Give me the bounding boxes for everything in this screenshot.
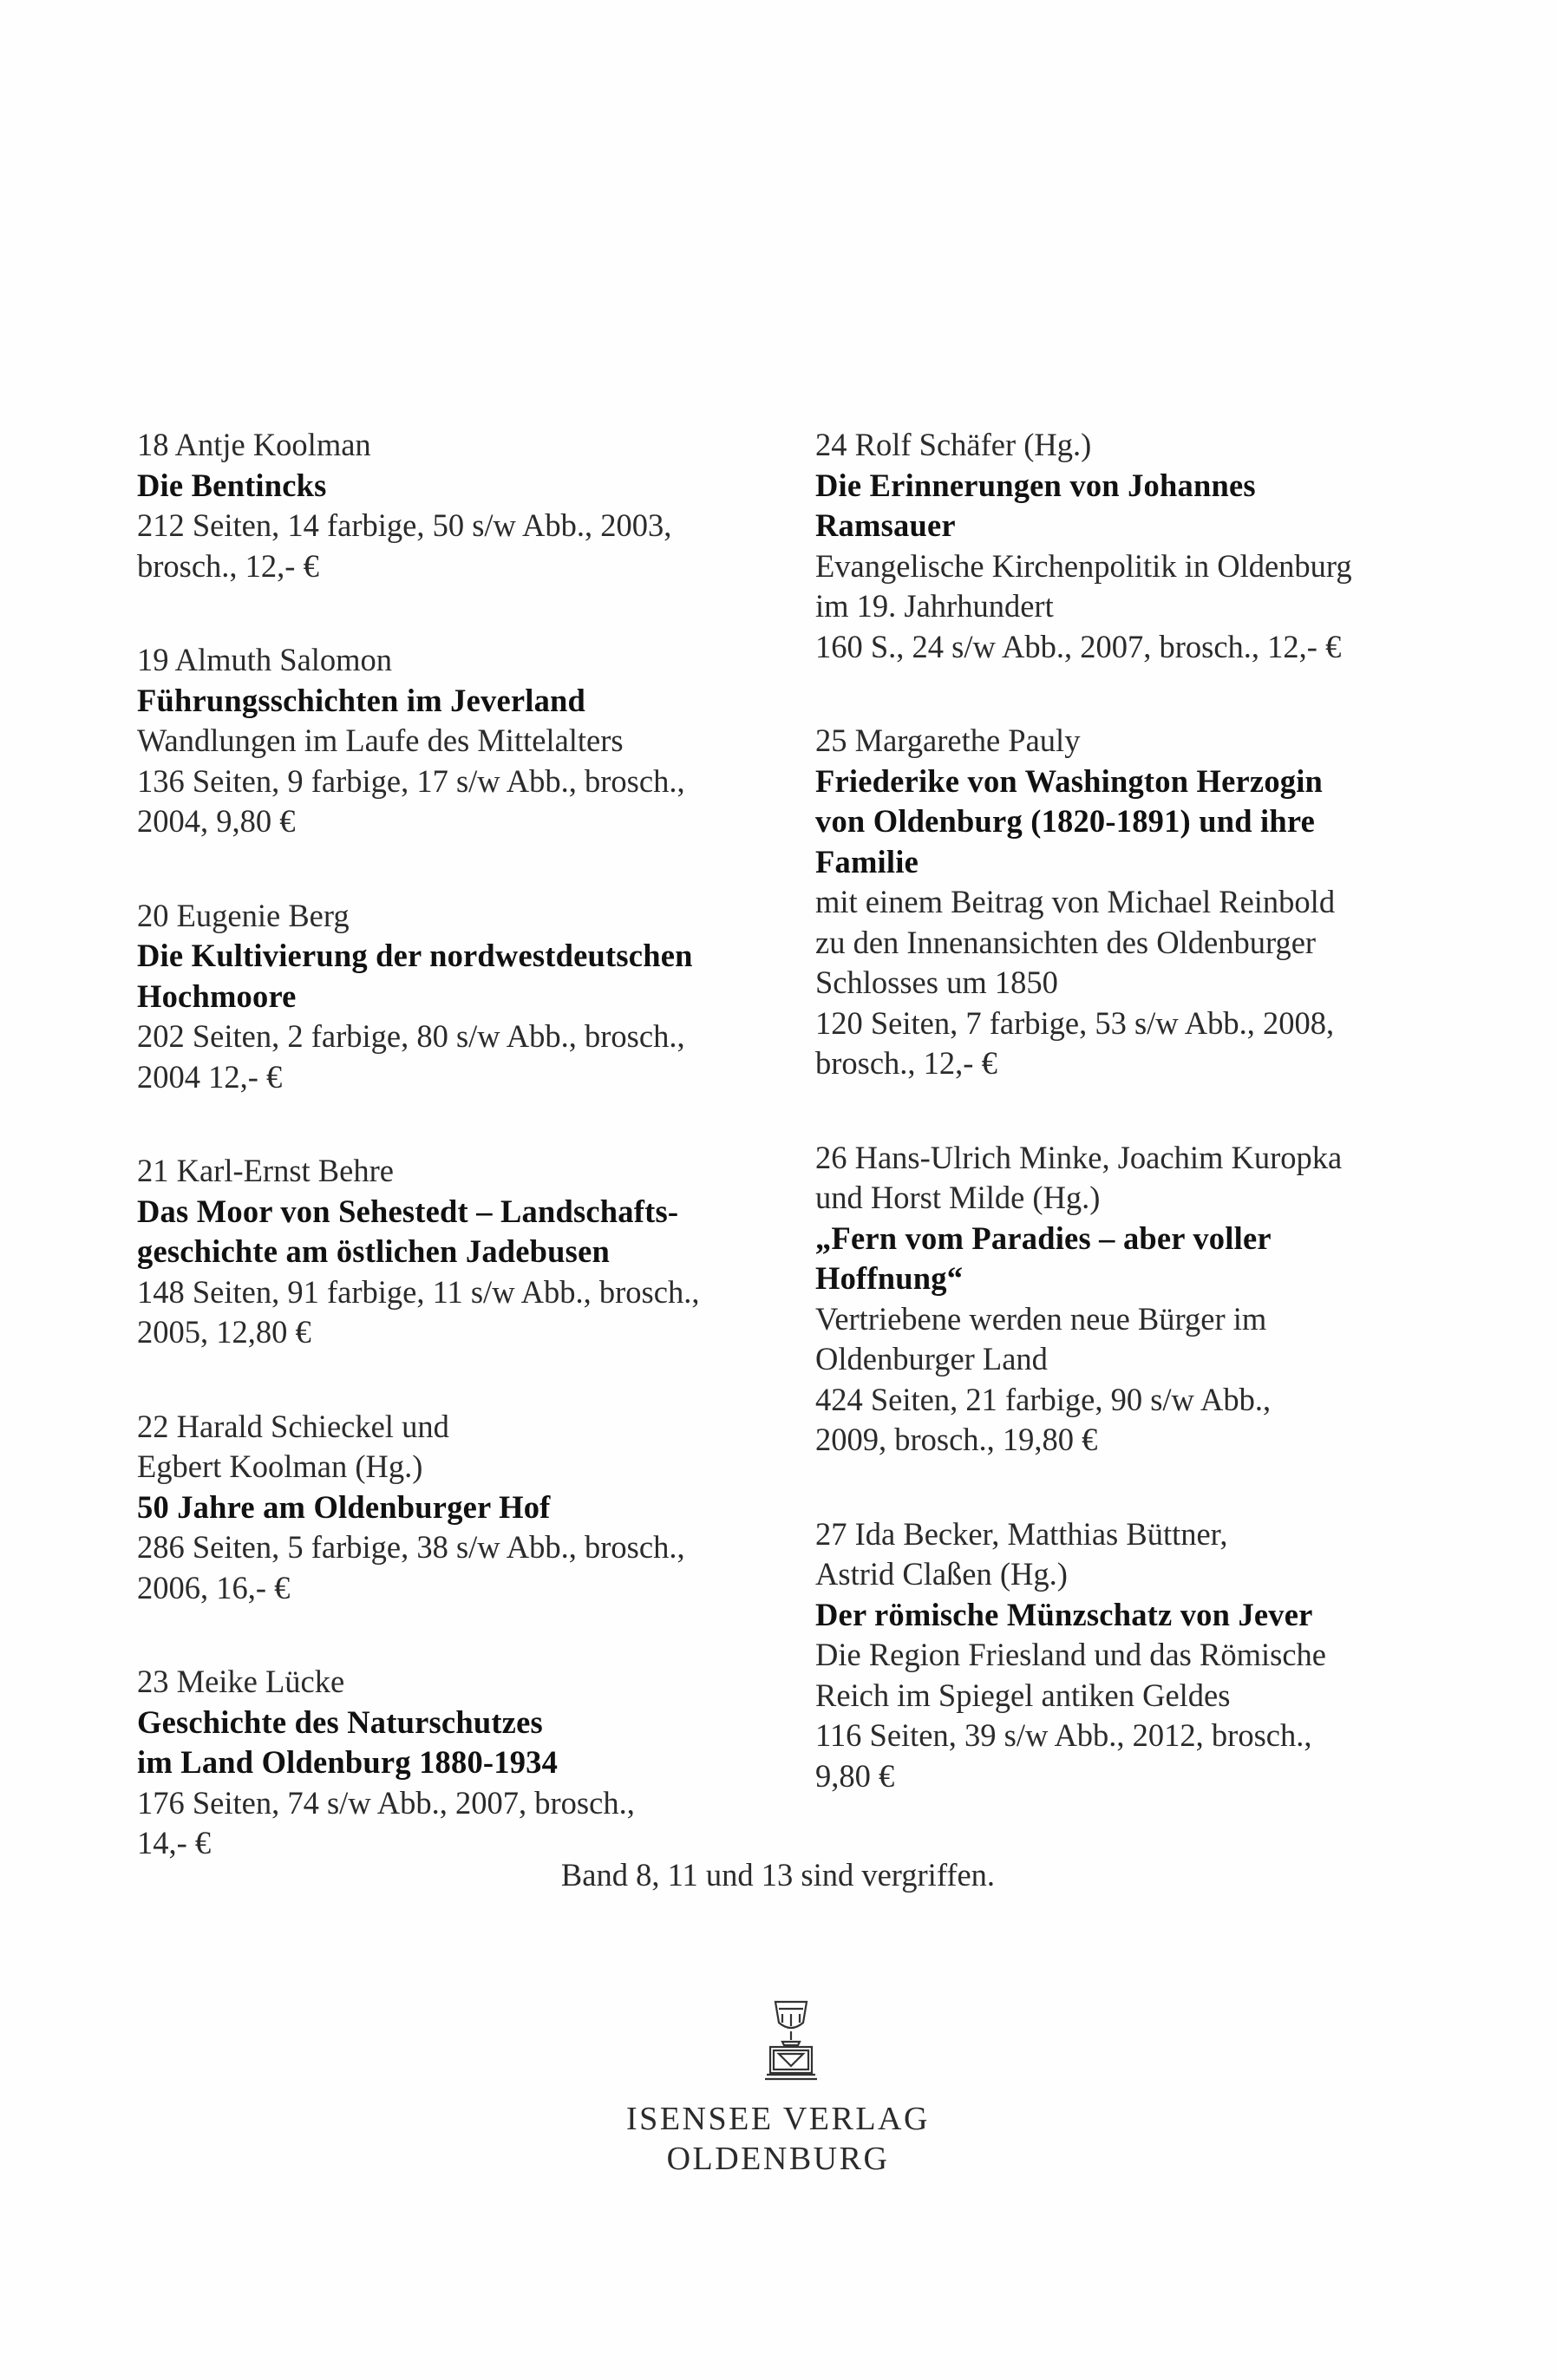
book-author: 21 Karl-Ernst Behre [137, 1153, 394, 1188]
book-author: 18 Antje Koolman [137, 427, 371, 462]
right-column [815, 425, 1474, 1850]
book-entry [815, 1514, 1474, 1797]
book-entry [815, 425, 1474, 667]
book-details: 286 Seiten, 5 farbige, 38 s/w Abb., brosch., [137, 1529, 685, 1565]
book-entry [137, 1407, 796, 1609]
book-entry [137, 1662, 796, 1864]
book-title: Die Bentincks [137, 467, 327, 503]
book-details: 14,- € [137, 1825, 212, 1860]
book-title: Hoffnung“ [815, 1260, 964, 1296]
out-of-print-note: Band 8, 11 und 13 sind vergriffen. [560, 1857, 996, 1893]
book-author: 25 Margarethe Pauly [815, 722, 1081, 758]
book-entry [137, 1151, 796, 1353]
book-details: 148 Seiten, 91 farbige, 11 s/w Abb., brosch., [137, 1273, 700, 1310]
book-details: 116 Seiten, 39 s/w Abb., 2012, brosch., [815, 1717, 1312, 1753]
book-title: Ramsauer [815, 507, 956, 543]
publisher-line-1: ISENSEE VERLAG [626, 2101, 930, 2137]
book-title: von Oldenburg (1820-1891) und ihre [815, 803, 1316, 839]
book-details: 136 Seiten, 9 farbige, 17 s/w Abb., brosch., [137, 762, 685, 799]
book-title: Der römische Münzschatz von Jever [815, 1596, 1313, 1632]
book-title: Hochmoore [137, 978, 297, 1014]
book-details: 212 Seiten, 14 farbige, 50 s/w Abb., 2003, [137, 507, 672, 543]
book-author: 19 Almuth Salomon [137, 642, 393, 677]
book-title: „Fern vom Paradies – aber voller [815, 1219, 1272, 1256]
book-author: 26 Hans-Ulrich Minke, Joachim Kuropka [815, 1139, 1343, 1175]
book-details: brosch., 12,- € [137, 547, 319, 584]
book-title: Geschichte des Naturschutzes [137, 1703, 543, 1740]
book-subtitle: Evangelische Kirchenpolitik in Oldenburg [815, 547, 1352, 584]
book-author: 20 Eugenie Berg [137, 897, 350, 933]
left-column [137, 425, 796, 1918]
book-title: Die Kultivierung der nordwestdeutschen [137, 938, 693, 973]
book-author: und Horst Milde (Hg.) [815, 1180, 1101, 1215]
book-author: 23 Meike Lücke [137, 1664, 345, 1699]
publisher-line-2: OLDENBURG [666, 2141, 890, 2177]
book-subtitle: Wandlungen im Laufe des Mittelalters [137, 722, 624, 758]
book-subtitle: Reich im Spiegel antiken Geldes [815, 1677, 1231, 1713]
book-author: 24 Rolf Schäfer (Hg.) [815, 427, 1092, 462]
book-author: Astrid Claßen (Hg.) [815, 1556, 1068, 1592]
book-entry [137, 896, 796, 1098]
book-details: 9,80 € [815, 1757, 895, 1794]
book-details: 424 Seiten, 21 farbige, 90 s/w Abb., [815, 1381, 1272, 1417]
book-details: brosch., 12,- € [815, 1045, 997, 1081]
urn-logo-icon [763, 1997, 819, 2083]
book-subtitle: im 19. Jahrhundert [815, 588, 1054, 624]
book-subtitle: zu den Innenansichten des Oldenburger [815, 924, 1317, 960]
book-entry [137, 640, 796, 842]
book-details: 160 S., 24 s/w Abb., 2007, brosch., 12,- € [815, 628, 1342, 664]
book-title: Die Erinnerungen von Johannes [815, 467, 1256, 503]
book-title: im Land Oldenburg 1880-1934 [137, 1744, 559, 1780]
book-details: 2009, brosch., 19,80 € [815, 1422, 1098, 1457]
book-details: 2004, 9,80 € [137, 803, 296, 839]
book-subtitle: Die Region Friesland und das Römische [815, 1637, 1326, 1672]
book-title: geschichte am östlichen Jadebusen [137, 1233, 610, 1269]
book-subtitle: Schlosses um 1850 [815, 964, 1058, 1000]
book-title: Familie [815, 843, 919, 879]
book-author: 27 Ida Becker, Matthias Büttner, [815, 1515, 1228, 1552]
book-author: 22 Harald Schieckel und [137, 1408, 449, 1444]
book-entry [815, 721, 1474, 1084]
book-subtitle: Oldenburger Land [815, 1341, 1048, 1376]
book-title: Das Moor von Sehestedt – Landschafts- [137, 1193, 679, 1229]
book-details: 2005, 12,80 € [137, 1314, 311, 1350]
book-subtitle: mit einem Beitrag von Michael Reinbold [815, 884, 1336, 919]
book-entry [815, 1138, 1474, 1461]
book-title: Führungsschichten im Jeverland [137, 682, 586, 718]
book-details: 2004 12,- € [137, 1058, 283, 1095]
book-subtitle: Vertriebene werden neue Bürger im [815, 1300, 1267, 1337]
book-details: 2006, 16,- € [137, 1569, 291, 1605]
book-title: 50 Jahre am Oldenburger Hof [137, 1488, 551, 1525]
book-details: 176 Seiten, 74 s/w Abb., 2007, brosch., [137, 1784, 635, 1821]
publisher-name [0, 2099, 1556, 2179]
book-author: Egbert Koolman (Hg.) [137, 1448, 423, 1484]
book-entry [137, 425, 796, 586]
book-details: 202 Seiten, 2 farbige, 80 s/w Abb., brosch., [137, 1018, 685, 1054]
book-details: 120 Seiten, 7 farbige, 53 s/w Abb., 2008, [815, 1004, 1335, 1041]
book-title: Friederike von Washington Herzogin [815, 762, 1324, 799]
